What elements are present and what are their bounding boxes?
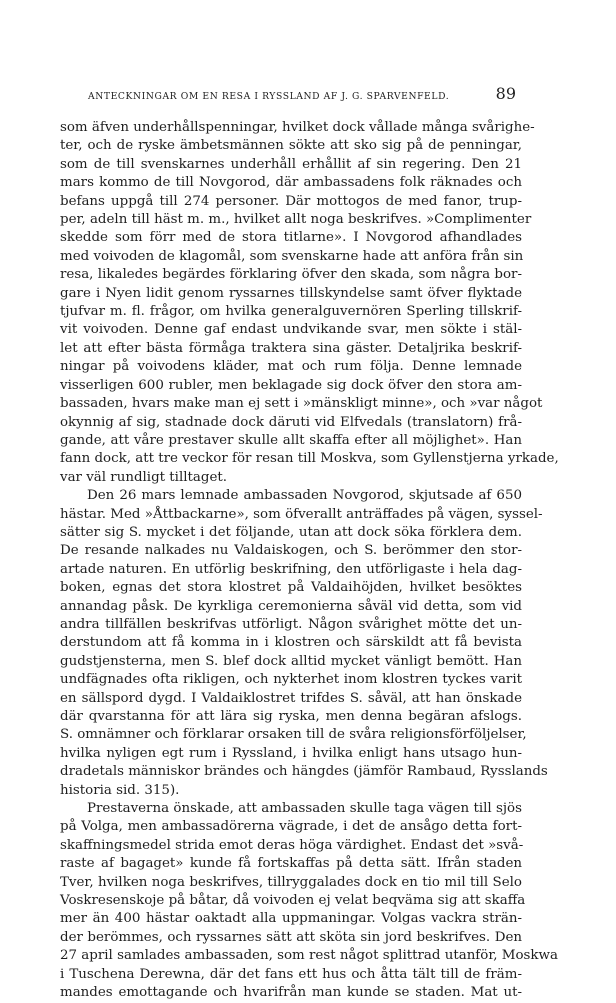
body-text [60, 119, 559, 1003]
text-line: gande, att våre prestaver skulle allt skaffa efter all möjlighet». Han [60, 432, 522, 448]
text-line: 27 april samlades ambassaden, som rest något splittrad utanför, Moskwa [60, 948, 558, 964]
paragraph [60, 487, 548, 800]
text-line: dradetals människor brändes och hängdes (jämför Rambaud, Rysslands [60, 764, 548, 780]
text-line: Prestaverna önskade, att ambassaden skulle taga vägen till sjös [87, 801, 522, 817]
text-line: som äfven underhållspenningar, hvilket dock vållade många svårighe- [60, 120, 535, 135]
text-line: på Volga, men ambassadörerna vägrade, i det de ansågo detta fort- [60, 819, 522, 835]
paragraph [60, 119, 559, 487]
text-line: Voskresenskoje på båtar, då voivoden ej velat beqväma sig att skaffa [60, 893, 526, 909]
text-line: visserligen 600 rubler, men beklagade sig dock öfver den stora am- [60, 377, 522, 393]
text-line: skedde som förr med de stora titlarne». I Novgorod afhandlades [60, 230, 522, 246]
text-line: befans uppgå till 274 personer. Där mottogos de med fanor, trup- [60, 193, 522, 209]
text-line: i Tuschena Derewna, där det fans ett hus och åtta tält till de främ- [60, 966, 522, 982]
page-header [60, 84, 522, 106]
text-line: sätter sig S. mycket i det följande, utan att dock söka förklera dem. [60, 524, 522, 540]
text-line: hvilka nyligen egt rum i Ryssland, i hvilka enligt hans utsago hun- [60, 745, 522, 761]
text-line: Tver, hvilken noga beskrifves, tillryggalades dock en tio mil till Selo [60, 874, 522, 890]
text-line: derstundom att få komma in i klostren och särskildt att få bevista [60, 635, 522, 651]
text-line: der berömmes, och ryssarnes sätt att sköta sin jord beskrifves. Den [60, 929, 522, 945]
text-line: en sällspord dygd. I Valdaiklostret trifdes S. såväl, att han önskade [60, 690, 522, 706]
text-line: mars kommo de till Novgorod, där ambassadens folk räknades och [60, 175, 522, 191]
text-line: artade naturen. En utförlig beskrifning, den utförligaste i hela dag- [60, 561, 522, 577]
text-line: ningar på voivodens kläder, mat och rum följa. Denne lemnade [60, 359, 522, 375]
text-line: mandes emottagande och hvarifrån man kunde se staden. Mat ut- [60, 985, 522, 1001]
text-line: vit voivoden. Denne gaf endast undvikande svar, men sökte i stäl- [60, 322, 522, 338]
text-line: let att efter bästa förmåga traktera sina gäster. Detaljrika beskrif- [60, 340, 522, 356]
text-line: S. omnämner och förklarar orsaken till de svåra religionsförföljelser, [60, 727, 527, 743]
text-line: fann dock, att tre veckor för resan till Moskva, som Gyllenstjerna yrkade, [60, 451, 559, 467]
text-line: som de till svenskarnes underhåll erhållit af sin regering. Den 21 [60, 156, 522, 172]
text-line: boken, egnas det stora klostret på Valdaihöjden, hvilket besöktes [60, 580, 522, 596]
text-line: mer än 400 hästar oaktadt alla uppmaningar. Volgas vackra strän- [60, 911, 522, 927]
text-line: per, adeln till häst m. m., hvilket allt noga beskrifves. »Complimenter [60, 212, 532, 228]
text-line: okynnig af sig, stadnade dock däruti vid Elfvedals (translatorn) frå- [60, 414, 522, 430]
text-line: Den 26 mars lemnade ambassaden Novgorod, skjutsade af 650 [87, 488, 522, 504]
text-line: med voivoden de klagomål, som svenskarne hade att anföra från sin [60, 248, 524, 264]
running-head: ANTECKNINGAR OM EN RESA I RYSSLAND AF J. G. SPARVENFELD. [88, 91, 450, 102]
page-number: 89 [495, 84, 516, 103]
text-line: tjufvar m. fl. frågor, om hvilka generalguvernören Sperling tillskrif- [60, 304, 522, 320]
paragraph [60, 800, 558, 1002]
text-line: raste af bagaget» kunde få fortskaffas på detta sätt. Ifrån staden [60, 856, 522, 872]
text-line: historia sid. 315). [60, 782, 180, 798]
text-line: andra tillfällen beskrifvas utförligt. Någon svårighet mötte det un- [60, 616, 522, 632]
text-line: där qvarstanna för att lära sig ryska, men denna begäran afslogs. [60, 709, 522, 724]
text-line: ter, och de ryske ämbetsmännen sökte att sko sig på de penningar, [60, 138, 522, 154]
text-line: gudstjensterna, men S. blef dock alltid mycket vänligt bemött. Han [60, 653, 522, 669]
text-line: hästar. Med »Åttbackarne», som öfverallt anträffades på vägen, syssel- [60, 506, 543, 522]
text-line: var väl rundligt tilltaget. [60, 469, 228, 485]
text-line: annandag påsk. De kyrkliga ceremonierna såväl vid detta, som vid [60, 598, 522, 614]
text-line: gare i Nyen lidit genom ryssarnes tillskyndelse samt öfver flyktade [60, 285, 522, 301]
text-line: De resande nalkades nu Valdaiskogen, och S. berömmer den stor- [60, 543, 522, 559]
text-line: bassaden, hvars make man ej sett i »mänskligt minne», och »var något [60, 396, 543, 412]
text-line: resa, likaledes begärdes förklaring öfver den skada, som några bor- [60, 267, 522, 283]
text-line: undfägnades ofta rikligen, och nykterhet inom klostren tyckes varit [60, 672, 522, 688]
text-line: skaffningsmedel strida emot deras höga värdighet. Endast det »svå- [60, 837, 524, 853]
